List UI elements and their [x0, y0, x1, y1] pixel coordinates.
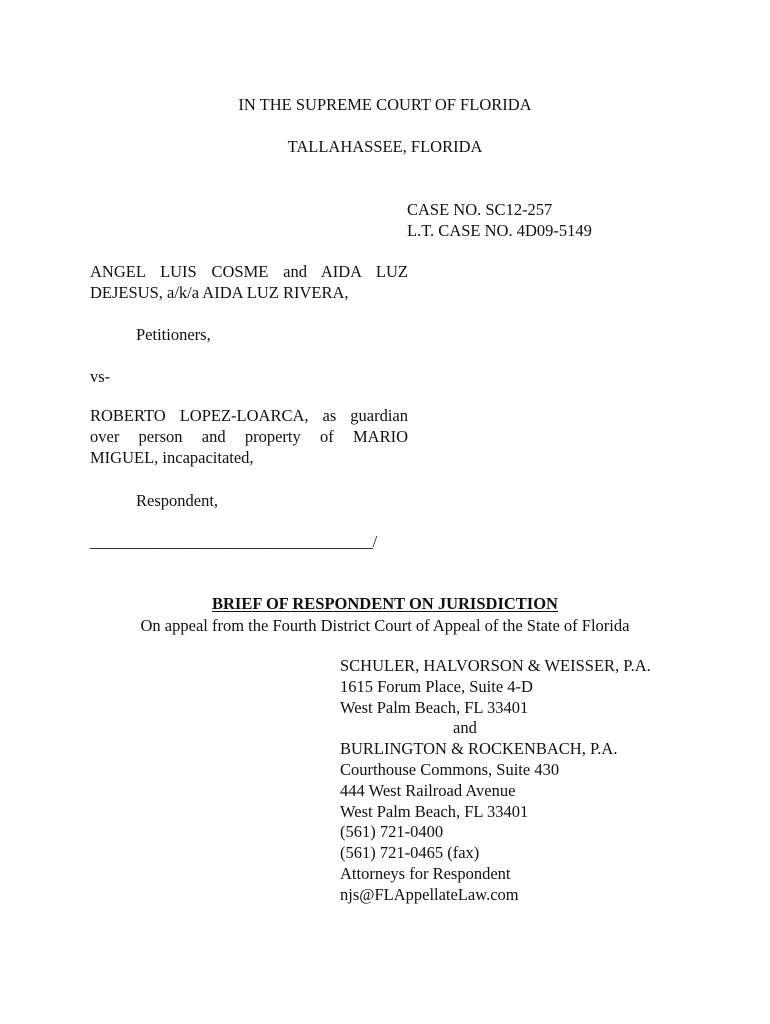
- phone-number: (561) 721-0400: [340, 822, 444, 842]
- lower-tribunal-case-number: L.T. CASE NO. 4D09-5149: [407, 221, 592, 240]
- firm-address: Courthouse Commons, Suite 430: [340, 759, 560, 779]
- counsel-block: [340, 656, 700, 906]
- versus-label: vs-: [90, 367, 111, 386]
- brief-subtitle: On appeal from the Fourth District Court of Appeal of the State of Florida: [140, 616, 630, 635]
- firm-name: BURLINGTON & ROCKENBACH, P.A.: [340, 739, 618, 759]
- counsel-role: Attorneys for Respondent: [340, 863, 511, 883]
- petitioners-label: Petitioners,: [136, 325, 211, 344]
- respondent-line: MIGUEL, incapacitated,: [90, 448, 254, 467]
- firm-name: SCHULER, HALVORSON & WEISSER, P.A.: [340, 656, 651, 675]
- respondent-label: Respondent,: [136, 491, 219, 510]
- petitioners-caption: [90, 261, 408, 303]
- firm-address: 444 West Railroad Avenue: [340, 780, 516, 800]
- respondent-line: ROBERTO LOPEZ-LOARCA, as guardian: [90, 406, 408, 425]
- caption-signature-line: ____________________________________/: [90, 532, 377, 551]
- respondent-caption: [90, 405, 408, 468]
- court-name: IN THE SUPREME COURT OF FLORIDA: [238, 95, 532, 114]
- petitioners-line: DEJESUS, a/k/a AIDA LUZ RIVERA,: [90, 283, 349, 302]
- fax-number: (561) 721-0465 (fax): [340, 843, 480, 863]
- case-number: CASE NO. SC12-257: [407, 200, 553, 219]
- brief-title: BRIEF OF RESPONDENT ON JURISDICTION: [212, 594, 558, 613]
- and-connector: and: [453, 718, 477, 738]
- firm-address: West Palm Beach, FL 33401: [340, 801, 529, 821]
- counsel-email: njs@FLAppellateLaw.com: [340, 884, 519, 904]
- firm-address: 1615 Forum Place, Suite 4-D: [340, 676, 533, 696]
- firm-address: West Palm Beach, FL 33401: [340, 697, 529, 717]
- respondent-line: over person and property of MARIO: [90, 427, 408, 446]
- petitioners-line: ANGEL LUIS COSME and AIDA LUZ: [90, 262, 408, 281]
- court-location: TALLAHASSEE, FLORIDA: [287, 137, 483, 156]
